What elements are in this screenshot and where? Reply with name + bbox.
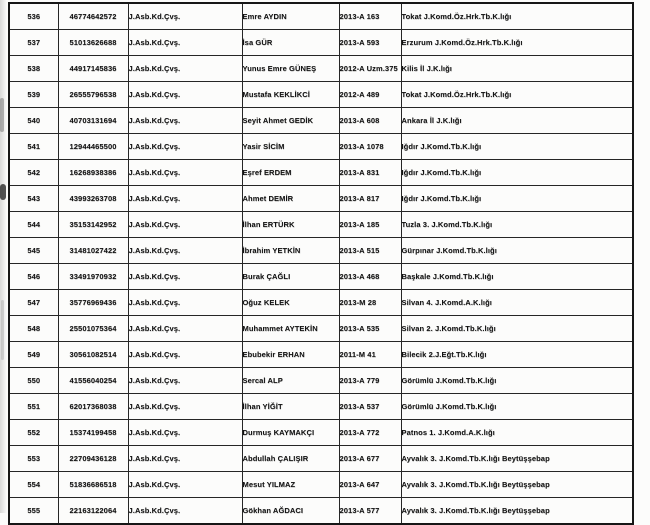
rank-cell: J.Asb.Kd.Çvş.: [128, 56, 242, 82]
table-row: [9, 238, 633, 264]
rank-cell: J.Asb.Kd.Çvş.: [128, 82, 242, 108]
rank-cell: J.Asb.Kd.Çvş.: [128, 264, 242, 290]
registry-code-cell: 2013-A 817: [339, 186, 401, 212]
registry-code-cell: 2013-A 779: [339, 368, 401, 394]
registry-code-cell: 2013-A 608: [339, 108, 401, 134]
rank-cell: J.Asb.Kd.Çvş.: [128, 3, 242, 30]
name-cell: İsa GÜR: [242, 30, 339, 56]
national-id-cell: 46774642572: [58, 3, 128, 30]
registry-code-cell: 2013-A 537: [339, 394, 401, 420]
row-number-cell: 545: [9, 238, 58, 264]
name-cell: Oğuz KELEK: [242, 290, 339, 316]
scan-smudge: [0, 184, 6, 200]
name-cell: Eşref ERDEM: [242, 160, 339, 186]
name-cell: Yunus Emre GÜNEŞ: [242, 56, 339, 82]
national-id-cell: 31481027422: [58, 238, 128, 264]
table-row: [9, 186, 633, 212]
row-number-cell: 539: [9, 82, 58, 108]
name-cell: Gökhan AĞDACI: [242, 498, 339, 525]
registry-code-cell: 2013-A 515: [339, 238, 401, 264]
row-number-cell: 544: [9, 212, 58, 238]
registry-code-cell: 2011-M 41: [339, 342, 401, 368]
name-cell: Burak ÇAĞLI: [242, 264, 339, 290]
unit-cell: Bilecik 2.J.Eğt.Tb.K.lığı: [401, 342, 633, 368]
row-number-cell: 550: [9, 368, 58, 394]
registry-code-cell: 2013-A 831: [339, 160, 401, 186]
national-id-cell: 16268938386: [58, 160, 128, 186]
national-id-cell: 33491970932: [58, 264, 128, 290]
rank-cell: J.Asb.Kd.Çvş.: [128, 472, 242, 498]
unit-cell: Silvan 4. J.Komd.A.K.lığı: [401, 290, 633, 316]
personnel-roster-table: [8, 2, 634, 525]
table-row: [9, 30, 633, 56]
national-id-cell: 15374199458: [58, 420, 128, 446]
name-cell: Ahmet DEMİR: [242, 186, 339, 212]
row-number-cell: 541: [9, 134, 58, 160]
row-number-cell: 540: [9, 108, 58, 134]
name-cell: Ebubekir ERHAN: [242, 342, 339, 368]
registry-code-cell: 2013-A 185: [339, 212, 401, 238]
rank-cell: J.Asb.Kd.Çvş.: [128, 498, 242, 525]
registry-code-cell: 2012-A Uzm.375: [339, 56, 401, 82]
row-number-cell: 554: [9, 472, 58, 498]
rank-cell: J.Asb.Kd.Çvş.: [128, 134, 242, 160]
table-row: [9, 420, 633, 446]
table-row: [9, 264, 633, 290]
table-row: [9, 342, 633, 368]
name-cell: İbrahim YETKİN: [242, 238, 339, 264]
rank-cell: J.Asb.Kd.Çvş.: [128, 420, 242, 446]
rank-cell: J.Asb.Kd.Çvş.: [128, 212, 242, 238]
national-id-cell: 30561082514: [58, 342, 128, 368]
rank-cell: J.Asb.Kd.Çvş.: [128, 160, 242, 186]
national-id-cell: 22709436128: [58, 446, 128, 472]
name-cell: Seyit Ahmet GEDİK: [242, 108, 339, 134]
national-id-cell: 12944465500: [58, 134, 128, 160]
unit-cell: Ayvalık 3. J.Komd.Tb.K.lığı Beytüşşebap: [401, 498, 633, 525]
national-id-cell: 22163122064: [58, 498, 128, 525]
national-id-cell: 51836686518: [58, 472, 128, 498]
rank-cell: J.Asb.Kd.Çvş.: [128, 186, 242, 212]
table-row: [9, 56, 633, 82]
registry-code-cell: 2013-A 1078: [339, 134, 401, 160]
unit-cell: Görümlü J.Komd.Tb.K.lığı: [401, 394, 633, 420]
table-row: [9, 160, 633, 186]
scan-smudge: [0, 98, 4, 132]
row-number-cell: 542: [9, 160, 58, 186]
table-row: [9, 212, 633, 238]
unit-cell: Ayvalık 3. J.Komd.Tb.K.lığı Beytüşşebap: [401, 472, 633, 498]
table-row: [9, 446, 633, 472]
rank-cell: J.Asb.Kd.Çvş.: [128, 368, 242, 394]
name-cell: Durmuş KAYMAKÇI: [242, 420, 339, 446]
rank-cell: J.Asb.Kd.Çvş.: [128, 108, 242, 134]
table-row: [9, 134, 633, 160]
table-row: [9, 82, 633, 108]
name-cell: Sercal ALP: [242, 368, 339, 394]
table-row: [9, 3, 633, 30]
unit-cell: Tuzla 3. J.Komd.Tb.K.lığı: [401, 212, 633, 238]
table-row: [9, 108, 633, 134]
table-row: [9, 368, 633, 394]
table-row: [9, 394, 633, 420]
registry-code-cell: 2013-A 535: [339, 316, 401, 342]
unit-cell: Iğdır J.Komd.Tb.K.lığı: [401, 186, 633, 212]
registry-code-cell: 2013-A 468: [339, 264, 401, 290]
table-row: [9, 290, 633, 316]
scan-smudge: [1, 300, 4, 360]
row-number-cell: 536: [9, 3, 58, 30]
unit-cell: Silvan 2. J.Komd.Tb.K.lığı: [401, 316, 633, 342]
unit-cell: Gürpınar J.Komd.Tb.K.lığı: [401, 238, 633, 264]
national-id-cell: 25501075364: [58, 316, 128, 342]
name-cell: Abdullah ÇALIŞIR: [242, 446, 339, 472]
rank-cell: J.Asb.Kd.Çvş.: [128, 30, 242, 56]
rank-cell: J.Asb.Kd.Çvş.: [128, 342, 242, 368]
unit-cell: Tokat J.Komd.Öz.Hrk.Tb.K.lığı: [401, 82, 633, 108]
rank-cell: J.Asb.Kd.Çvş.: [128, 290, 242, 316]
registry-code-cell: 2013-A 163: [339, 3, 401, 30]
table-row: [9, 498, 633, 525]
rank-cell: J.Asb.Kd.Çvş.: [128, 446, 242, 472]
national-id-cell: 51013626688: [58, 30, 128, 56]
row-number-cell: 551: [9, 394, 58, 420]
row-number-cell: 538: [9, 56, 58, 82]
registry-code-cell: 2013-A 677: [339, 446, 401, 472]
national-id-cell: 41556040254: [58, 368, 128, 394]
row-number-cell: 543: [9, 186, 58, 212]
name-cell: Emre AYDIN: [242, 3, 339, 30]
table-row: [9, 472, 633, 498]
unit-cell: Tokat J.Komd.Öz.Hrk.Tb.K.lığı: [401, 3, 633, 30]
registry-code-cell: 2013-A 577: [339, 498, 401, 525]
registry-code-cell: 2012-A 489: [339, 82, 401, 108]
unit-cell: Görümlü J.Komd.Tb.K.lığı: [401, 368, 633, 394]
national-id-cell: 43993263708: [58, 186, 128, 212]
national-id-cell: 40703131694: [58, 108, 128, 134]
row-number-cell: 552: [9, 420, 58, 446]
unit-cell: Iğdır J.Komd.Tb.K.lığı: [401, 160, 633, 186]
national-id-cell: 62017368038: [58, 394, 128, 420]
row-number-cell: 537: [9, 30, 58, 56]
national-id-cell: 44917145836: [58, 56, 128, 82]
row-number-cell: 546: [9, 264, 58, 290]
name-cell: İlhan YİĞİT: [242, 394, 339, 420]
name-cell: Mesut YILMAZ: [242, 472, 339, 498]
row-number-cell: 547: [9, 290, 58, 316]
rank-cell: J.Asb.Kd.Çvş.: [128, 316, 242, 342]
registry-code-cell: 2013-M 28: [339, 290, 401, 316]
table-row: [9, 316, 633, 342]
name-cell: Yasir SİCİM: [242, 134, 339, 160]
row-number-cell: 548: [9, 316, 58, 342]
scan-edge-shading: [0, 0, 7, 513]
registry-code-cell: 2013-A 593: [339, 30, 401, 56]
rank-cell: J.Asb.Kd.Çvş.: [128, 238, 242, 264]
national-id-cell: 35776969436: [58, 290, 128, 316]
unit-cell: Iğdır J.Komd.Tb.K.lığı: [401, 134, 633, 160]
unit-cell: Ayvalık 3. J.Komd.Tb.K.lığı Beytüşşebap: [401, 446, 633, 472]
unit-cell: Başkale J.Komd.Tb.K.lığı: [401, 264, 633, 290]
row-number-cell: 553: [9, 446, 58, 472]
unit-cell: Erzurum J.Komd.Öz.Hrk.Tb.K.lığı: [401, 30, 633, 56]
registry-code-cell: 2013-A 772: [339, 420, 401, 446]
name-cell: İlhan ERTÜRK: [242, 212, 339, 238]
rank-cell: J.Asb.Kd.Çvş.: [128, 394, 242, 420]
unit-cell: Patnos 1. J.Komd.A.K.lığı: [401, 420, 633, 446]
unit-cell: Ankara İl J.K.lığı: [401, 108, 633, 134]
row-number-cell: 549: [9, 342, 58, 368]
unit-cell: Kilis İl J.K.lığı: [401, 56, 633, 82]
national-id-cell: 35153142952: [58, 212, 128, 238]
registry-code-cell: 2013-A 647: [339, 472, 401, 498]
national-id-cell: 26555796538: [58, 82, 128, 108]
name-cell: Muhammet AYTEKİN: [242, 316, 339, 342]
row-number-cell: 555: [9, 498, 58, 525]
name-cell: Mustafa KEKLİKCİ: [242, 82, 339, 108]
